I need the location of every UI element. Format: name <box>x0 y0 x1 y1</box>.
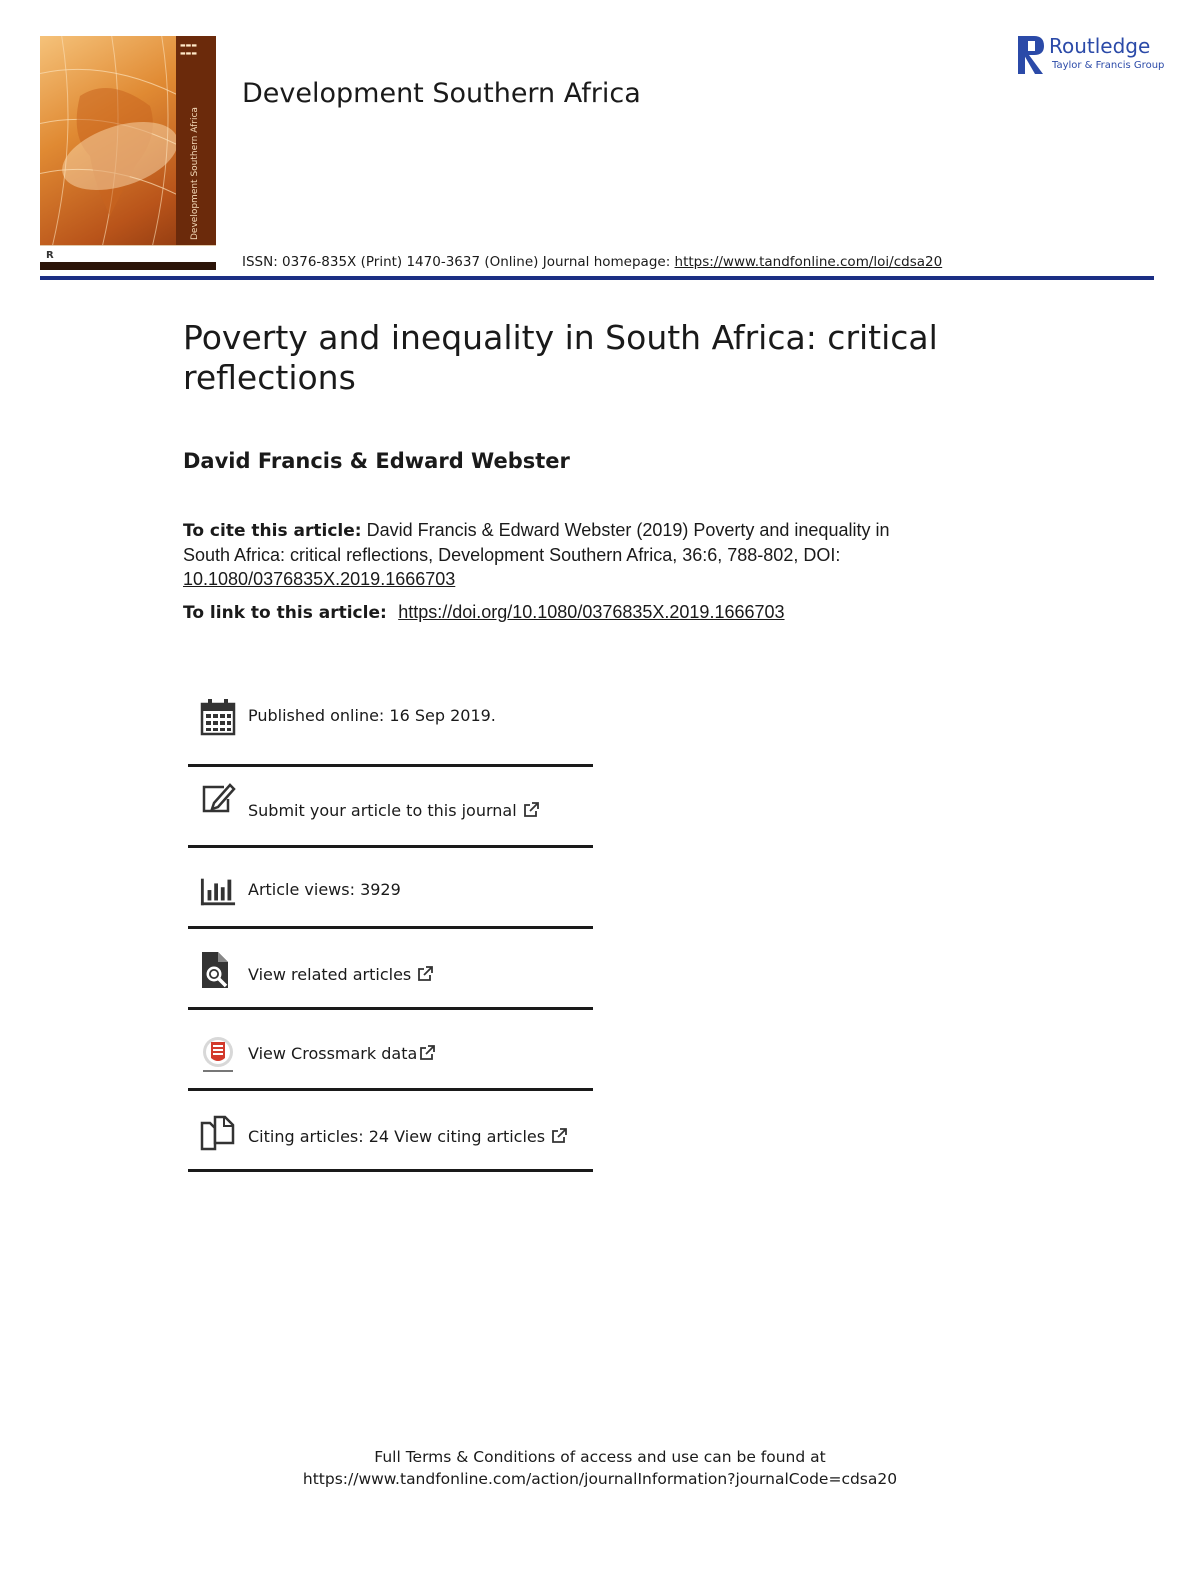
calendar-icon <box>200 698 236 736</box>
article-views-row <box>188 848 593 929</box>
article-doi-link[interactable]: https://doi.org/10.1080/0376835X.2019.1666703 <box>398 602 785 622</box>
published-online-row <box>188 686 593 767</box>
cite-doi-link[interactable]: 10.1080/0376835X.2019.1666703 <box>183 569 456 589</box>
routledge-r-icon <box>1016 34 1046 76</box>
related-articles-link[interactable] <box>248 965 433 984</box>
cover-volume-label: ▬▬▬ ▬▬▬ <box>180 42 198 57</box>
citation-block <box>183 518 903 591</box>
external-link-icon <box>551 1128 567 1144</box>
cover-spine <box>176 36 216 246</box>
article-views-label: Article views: 3929 <box>248 880 401 899</box>
search-document-icon <box>200 951 236 989</box>
bar-chart-icon <box>200 872 236 910</box>
journal-cover-image <box>40 36 216 268</box>
terms-footer-url[interactable]: https://www.tandfonline.com/action/journalInformation?journalCode=cdsa20 <box>302 1470 898 1488</box>
article-link-line <box>183 602 785 623</box>
submit-article-label: Submit your article to this journal <box>248 801 517 820</box>
cite-label: To cite this article: <box>183 521 362 541</box>
cover-spine-title: Development Southern Africa <box>190 107 200 240</box>
publisher-name: Routledge <box>1049 34 1151 58</box>
journal-title: Development Southern Africa <box>242 78 641 109</box>
terms-footer-line1: Full Terms & Conditions of access and use can be found at <box>374 1448 826 1466</box>
issn-text: ISSN: 0376-835X (Print) 1470-3637 (Online) Journal homepage: <box>242 254 675 270</box>
crossmark-row[interactable] <box>188 1010 593 1091</box>
copy-documents-icon <box>200 1115 236 1153</box>
crossmark-label: View Crossmark data <box>248 1044 418 1063</box>
cover-bottom-bar <box>40 262 216 270</box>
article-authors: David Francis & Edward Webster <box>183 449 570 473</box>
citing-articles-label: Citing articles: 24 View citing articles <box>248 1127 546 1146</box>
terms-footer <box>0 1446 1200 1490</box>
header-divider <box>40 276 1154 280</box>
published-online-label: Published online: 16 Sep 2019. <box>248 706 496 725</box>
external-link-icon <box>523 802 539 818</box>
article-title: Poverty and inequality in South Africa: critical reflections <box>183 318 938 397</box>
external-link-icon <box>419 1045 435 1061</box>
related-articles-label: View related articles <box>248 965 412 984</box>
journal-homepage-link[interactable]: https://www.tandfonline.com/loi/cdsa20 <box>674 254 943 270</box>
publisher-subtitle: Taylor & Francis Group <box>1052 60 1165 71</box>
cite-text: David Francis & Edward Webster (2019) Poverty and inequality in South Africa: critical reflections, Development Southern Africa, 36:6, 788-802, DOI: <box>183 520 890 565</box>
cover-publisher-logo: R <box>46 250 54 261</box>
link-label: To link to this article: <box>183 603 387 623</box>
submit-article-link[interactable] <box>248 801 539 820</box>
issn-line <box>242 254 942 270</box>
related-articles-row[interactable] <box>188 929 593 1010</box>
crossmark-icon <box>200 1036 236 1074</box>
submit-article-row[interactable] <box>188 767 593 848</box>
edit-icon <box>200 779 236 817</box>
citing-articles-link[interactable] <box>248 1127 567 1146</box>
external-link-icon <box>417 966 433 982</box>
citing-articles-row[interactable] <box>188 1091 593 1172</box>
crossmark-link[interactable] <box>248 1044 435 1063</box>
publisher-logo <box>1016 34 1165 76</box>
article-info-list <box>188 686 593 1172</box>
